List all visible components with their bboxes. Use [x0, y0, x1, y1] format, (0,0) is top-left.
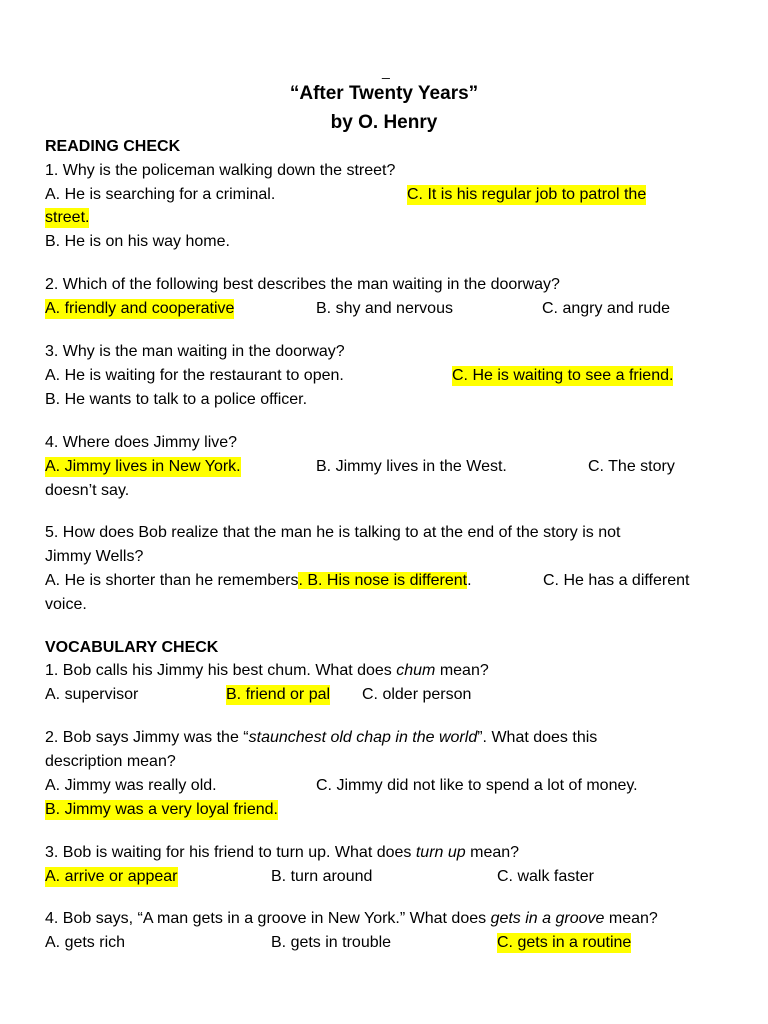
vc-q3-option-a-answer: A. arrive or appear: [45, 868, 178, 885]
vc-q1-option-c: C. older person: [362, 686, 472, 703]
rc-q3-option-a: A. He is waiting for the restaurant to open.: [45, 367, 344, 384]
vc-q1-question-term: chum: [396, 662, 436, 679]
page-title: “After Twenty Years”: [289, 83, 479, 104]
vc-q1-option-a: A. supervisor: [45, 686, 139, 703]
vc-q4-question-post: mean?: [604, 910, 658, 927]
rc-q2-option-c: C. angry and rude: [542, 300, 671, 317]
rc-q1-option-a: A. He is searching for a criminal.: [45, 186, 276, 203]
vc-q1-question: [45, 661, 489, 681]
rc-q5-option-c-cont: voice.: [45, 596, 87, 613]
vc-q2-question-pre: 2. Bob says Jimmy was the “: [45, 729, 249, 746]
rc-q4-option-c-cont: doesn’t say.: [45, 482, 130, 499]
rc-q5-question-cont: Jimmy Wells?: [45, 548, 144, 565]
reading-check-heading: READING CHECK: [45, 138, 181, 155]
vocabulary-check-heading: VOCABULARY CHECK: [45, 639, 219, 656]
vc-q2-option-c: C. Jimmy did not like to spend a lot of money.: [316, 777, 638, 794]
vc-q4-question-pre: 4. Bob says, “A man gets in a groove in New York.” What does: [45, 910, 491, 927]
vc-q3-question-term: turn up: [415, 844, 466, 861]
vc-q3-option-c: C. walk faster: [497, 868, 594, 885]
rc-q5-option-b-period: .: [467, 572, 472, 589]
rc-q5-option-c: C. He has a different: [543, 572, 690, 589]
vc-q2-option-b-answer: B. Jimmy was a very loyal friend.: [45, 801, 278, 818]
vc-q3-question-post: mean?: [465, 844, 520, 861]
vc-q3-question-pre: 3. Bob is waiting for his friend to turn up. What does: [45, 844, 416, 861]
vc-q4-question: [45, 909, 658, 929]
vc-q2-question-term: staunchest old chap in the world: [248, 729, 478, 746]
rc-q3-option-b: B. He wants to talk to a police officer.: [45, 391, 308, 408]
rc-q2-option-a-answer: A. friendly and cooperative: [45, 300, 235, 317]
rc-q1-option-c-answer: C. It is his regular job to patrol the: [407, 186, 647, 203]
rc-q1-option-b: B. He is on his way home.: [45, 233, 230, 250]
rc-q2-question: 2. Which of the following best describes the man waiting in the doorway?: [45, 276, 560, 293]
vc-q2-question-cont: description mean?: [45, 753, 176, 770]
page-author: by O. Henry: [330, 112, 438, 133]
vc-q4-option-c-answer: C. gets in a routine: [497, 934, 632, 951]
rc-q5-question: 5. How does Bob realize that the man he is talking to at the end of the story is not: [45, 524, 621, 541]
rc-q2-option-b: B. shy and nervous: [316, 300, 453, 317]
rc-q1-option-c-answer-cont: street.: [45, 209, 90, 226]
vc-q1-question-post: mean?: [435, 662, 489, 679]
vc-q2-option-a: A. Jimmy was really old.: [45, 777, 217, 794]
vc-q3-question: [45, 843, 519, 863]
vc-q1-option-b-answer: B. friend or pal: [226, 686, 331, 703]
rc-q3-option-c-answer: C. He is waiting to see a friend.: [452, 367, 674, 384]
rc-q5-option-b-answer: B. His nose is different: [302, 572, 468, 589]
vc-q2-question-post: ”. What does this: [477, 729, 598, 746]
vc-q4-option-b: B. gets in trouble: [271, 934, 392, 951]
rc-q5-option-a: A. He is shorter than he remembers: [45, 572, 299, 589]
rc-q5-option-a-period: .: [298, 572, 303, 589]
vc-q1-question-pre: 1. Bob calls his Jimmy his best chum. What does: [45, 662, 397, 679]
rc-q4-option-c: C. The story: [588, 458, 675, 475]
rc-q1-question: 1. Why is the policeman walking down the street?: [45, 162, 396, 179]
rc-q4-option-b: B. Jimmy lives in the West.: [316, 458, 507, 475]
vc-q4-option-a: A. gets rich: [45, 934, 126, 951]
rc-q5-options-row: [45, 571, 472, 591]
rc-q4-option-a-answer: A. Jimmy lives in New York.: [45, 458, 241, 475]
header-mark: _: [382, 63, 390, 79]
vc-q2-question: [45, 728, 597, 748]
rc-q3-question: 3. Why is the man waiting in the doorway?: [45, 343, 345, 360]
vc-q4-question-term: gets in a groove: [490, 910, 605, 927]
rc-q4-question: 4. Where does Jimmy live?: [45, 434, 238, 451]
vc-q3-option-b: B. turn around: [271, 868, 373, 885]
